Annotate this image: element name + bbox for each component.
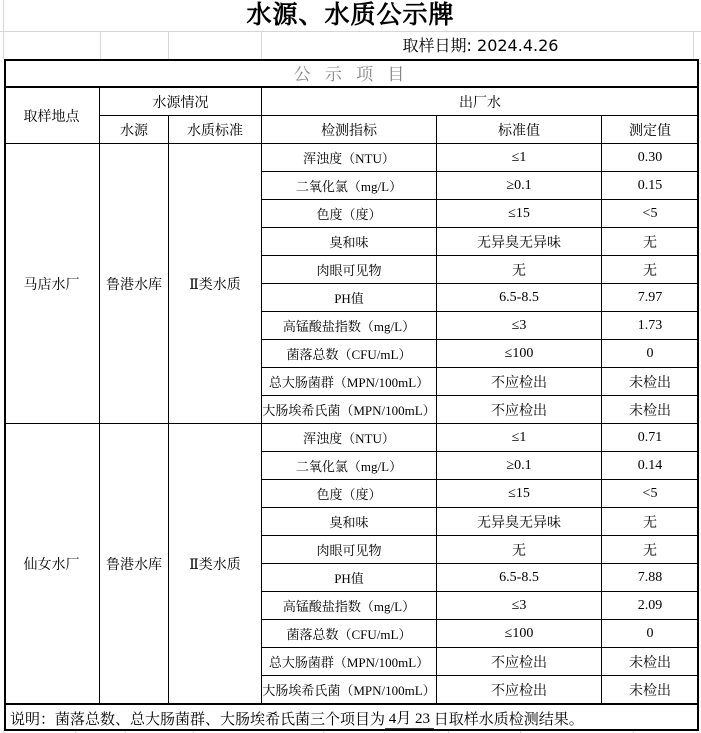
measured-value-cell: 0.30 [602, 144, 699, 172]
indicator-cell: 肉眼可见物 [262, 256, 437, 284]
section-header: 公 示 项 目 [4, 59, 699, 88]
indicator-cell: 菌落总数（CFU/mL） [262, 340, 437, 368]
standard-value-cell: 不应检出 [437, 396, 602, 424]
standard-value-cell: 不应检出 [437, 648, 602, 676]
measured-value-cell: 无 [602, 228, 699, 256]
gridline [100, 32, 101, 59]
header-factory-water: 出厂水 [262, 88, 699, 116]
measured-value-cell: 未检出 [602, 396, 699, 424]
measured-value-cell: 0.15 [602, 172, 699, 200]
footer-note [4, 704, 699, 731]
plant-water-source: 鲁港水库 [100, 424, 169, 704]
measured-value-cell: 2.09 [602, 592, 699, 620]
header-water-source: 水源 [100, 116, 169, 144]
standard-value-cell: 不应检出 [437, 676, 602, 704]
standard-value-cell: ≤100 [437, 620, 602, 648]
measured-value-cell: 无 [602, 536, 699, 564]
header-indicator: 检测指标 [262, 116, 437, 144]
measured-value-cell: <5 [602, 200, 699, 228]
standard-value-cell: 无 [437, 256, 602, 284]
indicator-cell: 色度（度） [262, 200, 437, 228]
indicator-cell: 臭和味 [262, 508, 437, 536]
standard-value-cell: 无异臭无异味 [437, 508, 602, 536]
indicator-cell: 大肠埃希氏菌（MPN/100mL） [262, 396, 437, 424]
standard-value-cell: ≤100 [437, 340, 602, 368]
indicator-cell: PH值 [262, 564, 437, 592]
indicator-cell: 臭和味 [262, 228, 437, 256]
measured-value-cell: 0.14 [602, 452, 699, 480]
footer-note-date-underlined: 4月 23 [385, 707, 434, 729]
indicator-cell: 浑浊度（NTU） [262, 144, 437, 172]
page-title: 水源、水质公示牌 [246, 2, 455, 29]
standard-value-cell: ≥0.1 [437, 172, 602, 200]
indicator-cell: PH值 [262, 284, 437, 312]
standard-value-cell: ≤1 [437, 424, 602, 452]
indicator-cell: 肉眼可见物 [262, 536, 437, 564]
measured-value-cell: 未检出 [602, 648, 699, 676]
standard-value-cell: 不应检出 [437, 368, 602, 396]
measured-value-cell: 1.73 [602, 312, 699, 340]
standard-value-cell: ≤15 [437, 480, 602, 508]
standard-value-cell: ≤15 [437, 200, 602, 228]
header-standard-value: 标准值 [437, 116, 602, 144]
plant-name: 马店水厂 [4, 144, 100, 424]
footer-note-suffix: 日取样水质检测结果。 [433, 711, 584, 728]
notice-table [4, 59, 699, 731]
plant-quality-standard: Ⅱ类水质 [169, 144, 262, 424]
indicator-cell: 浑浊度（NTU） [262, 424, 437, 452]
indicator-cell: 菌落总数（CFU/mL） [262, 620, 437, 648]
header-quality-standard: 水质标准 [169, 116, 262, 144]
indicator-cell: 总大肠菌群（MPN/100mL） [262, 648, 437, 676]
measured-value-cell: 7.97 [602, 284, 699, 312]
indicator-cell: 高锰酸盐指数（mg/L） [262, 592, 437, 620]
measured-value-cell: 0.71 [602, 424, 699, 452]
standard-value-cell: 6.5-8.5 [437, 564, 602, 592]
sampling-date: 取样日期: 2024.4.26 [402, 36, 559, 55]
measured-value-cell: 未检出 [602, 676, 699, 704]
measured-value-cell: 0 [602, 620, 699, 648]
measured-value-cell: 0 [602, 340, 699, 368]
indicator-cell: 总大肠菌群（MPN/100mL） [262, 368, 437, 396]
plant-name: 仙女水厂 [4, 424, 100, 704]
indicator-cell: 大肠埃希氏菌（MPN/100mL） [262, 676, 437, 704]
standard-value-cell: ≥0.1 [437, 452, 602, 480]
measured-value-cell: 未检出 [602, 368, 699, 396]
standard-value-cell: ≤1 [437, 144, 602, 172]
standard-value-cell: 无异臭无异味 [437, 228, 602, 256]
indicator-cell: 二氧化氯（mg/L） [262, 172, 437, 200]
standard-value-cell: ≤3 [437, 592, 602, 620]
measured-value-cell: <5 [602, 480, 699, 508]
plant-quality-standard: Ⅱ类水质 [169, 424, 262, 704]
plant-water-source: 鲁港水库 [100, 144, 169, 424]
header-sampling-location: 取样地点 [4, 88, 100, 144]
measured-value-cell: 无 [602, 256, 699, 284]
indicator-cell: 高锰酸盐指数（mg/L） [262, 312, 437, 340]
gridline [168, 32, 169, 59]
indicator-cell: 色度（度） [262, 480, 437, 508]
indicator-cell: 二氧化氯（mg/L） [262, 452, 437, 480]
header-source-condition: 水源情况 [100, 88, 262, 116]
standard-value-cell: 6.5-8.5 [437, 284, 602, 312]
standard-value-cell: ≤3 [437, 312, 602, 340]
measured-value-cell: 无 [602, 508, 699, 536]
standard-value-cell: 无 [437, 536, 602, 564]
header-measured-value: 测定值 [602, 116, 699, 144]
footer-note-prefix: 说明：菌落总数、总大肠菌群、大肠埃希氏菌三个项目为 [10, 711, 386, 728]
measured-value-cell: 7.88 [602, 564, 699, 592]
